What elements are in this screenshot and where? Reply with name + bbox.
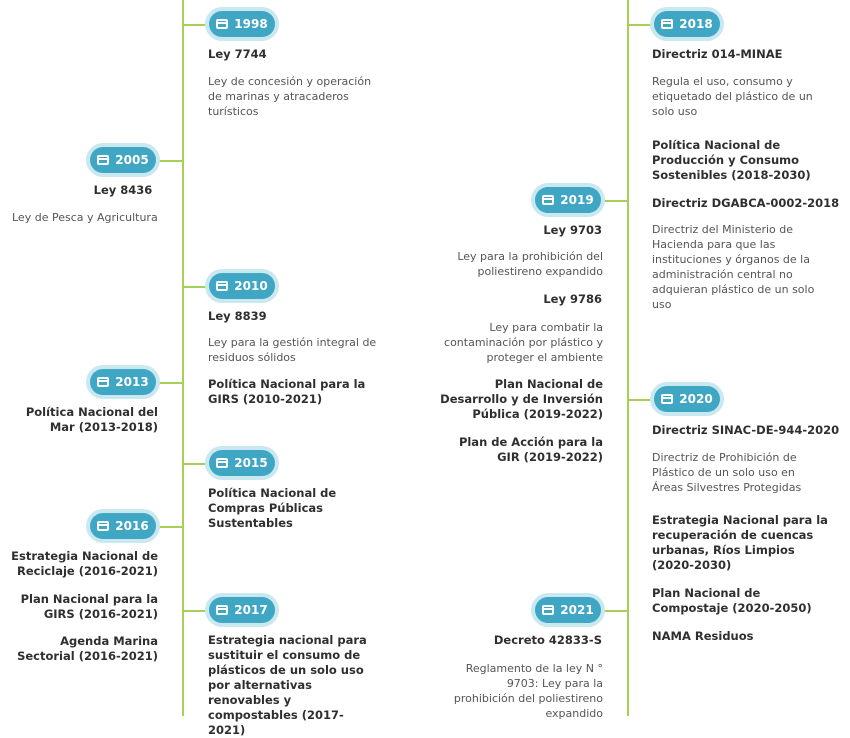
calendar-icon bbox=[661, 19, 673, 29]
calendar-icon bbox=[661, 394, 673, 404]
year-badge-2005 bbox=[90, 147, 156, 173]
year-badge-2016 bbox=[90, 513, 156, 539]
connector-2013 bbox=[155, 382, 183, 384]
calendar-icon bbox=[97, 521, 109, 531]
entry-2018-title1: Directriz 014-MINAE bbox=[652, 47, 783, 61]
connector-2018 bbox=[628, 24, 654, 26]
connector-2005 bbox=[155, 160, 183, 162]
year-label: 1998 bbox=[234, 17, 268, 31]
connector-2017 bbox=[183, 610, 209, 612]
year-badge-2018 bbox=[654, 11, 720, 37]
year-badge-2015 bbox=[209, 450, 275, 476]
calendar-icon bbox=[216, 281, 228, 291]
connector-2016 bbox=[155, 526, 183, 528]
entry-2005-desc: Ley de Pesca y Agricultura bbox=[12, 211, 158, 224]
entry-2018-desc1: Regula el uso, consumo y etiquetado del plástico de un solo uso bbox=[652, 75, 813, 118]
year-badge-2019 bbox=[535, 187, 601, 213]
year-label: 2018 bbox=[679, 17, 713, 31]
entry-2015-title: Política Nacional de Compras Públicas Sustentables bbox=[208, 486, 337, 530]
year-badge-1998 bbox=[209, 11, 275, 37]
connector-2020 bbox=[628, 399, 654, 401]
entry-2018-title3: Directriz DGABCA-0002-2018 bbox=[652, 196, 840, 210]
year-badge-2017 bbox=[209, 597, 275, 623]
connector-2021 bbox=[601, 610, 628, 612]
entry-2020-title1: Directriz SINAC-DE-944-2020 bbox=[652, 423, 840, 437]
calendar-icon bbox=[542, 195, 554, 205]
year-label: 2013 bbox=[115, 375, 149, 389]
year-badge-2013 bbox=[90, 369, 156, 395]
entry-2016-title2: Plan Nacional para la GIRS (2016-2021) bbox=[20, 592, 158, 621]
connector-1998 bbox=[183, 24, 209, 26]
entry-2005-title: Ley 8436 bbox=[93, 183, 153, 197]
year-label: 2016 bbox=[115, 519, 149, 533]
entry-2019-title2: Ley 9786 bbox=[543, 292, 602, 306]
entry-2018-title2: Política Nacional de Producción y Consumo Sostenibles (2018-2030) bbox=[652, 138, 811, 182]
entry-2010-title: Ley 8839 bbox=[208, 309, 267, 323]
entry-1998-desc: Ley de concesión y operación de marinas y atracaderos turísticos bbox=[208, 75, 372, 118]
calendar-icon bbox=[542, 605, 554, 615]
entry-2019-title4: Plan de Acción para la GIR (2019-2022) bbox=[458, 435, 603, 464]
year-label: 2017 bbox=[234, 603, 268, 617]
timeline-left-spine bbox=[182, 0, 184, 716]
entry-2017-title: Estrategia nacional para sustituir el consumo de plásticos de un solo uso por alternativas renovables y compostables (2017-2021) bbox=[208, 633, 367, 737]
year-badge-2010 bbox=[209, 273, 275, 299]
year-label: 2010 bbox=[234, 279, 268, 293]
entry-2016-title1: Estrategia Nacional de Reciclaje (2016-2021) bbox=[11, 549, 158, 578]
year-label: 2019 bbox=[560, 193, 594, 207]
year-badge-2020 bbox=[654, 386, 720, 412]
entry-2020-title3: Plan Nacional de Compostaje (2020-2050) bbox=[652, 586, 812, 615]
year-label: 2020 bbox=[679, 392, 713, 406]
year-label: 2015 bbox=[234, 456, 268, 470]
connector-2015 bbox=[183, 463, 209, 465]
entry-2016-title3: Agenda Marina Sectorial (2016-2021) bbox=[17, 634, 158, 663]
calendar-icon bbox=[216, 605, 228, 615]
entry-2021-desc: Reglamento de la ley N ° 9703: Ley para la prohibición del poliestireno expandido bbox=[453, 662, 603, 720]
year-label: 2005 bbox=[115, 153, 149, 167]
year-label: 2021 bbox=[560, 603, 594, 617]
entry-2019-title1: Ley 9703 bbox=[543, 223, 602, 237]
connector-2010 bbox=[183, 286, 209, 288]
entry-2019-desc1: Ley para la prohibición del poliestireno expandido bbox=[457, 250, 603, 278]
entry-2021-title: Decreto 42833-S bbox=[493, 633, 602, 647]
entry-2020-title4: NAMA Residuos bbox=[652, 629, 754, 643]
year-badge-2021 bbox=[535, 597, 601, 623]
calendar-icon bbox=[97, 155, 109, 165]
entry-2018-desc3: Directriz del Ministerio de Hacienda para que las instituciones y órganos de la administración central no adquieran plástico de un solo uso bbox=[652, 223, 815, 311]
entry-2020-desc1: Directriz de Prohibición de Plástico de un solo uso en Áreas Silvestres Protegidas bbox=[652, 451, 802, 494]
entry-1998-title: Ley 7744 bbox=[208, 47, 267, 61]
timeline-right-spine bbox=[627, 0, 629, 716]
connector-2019 bbox=[601, 200, 628, 202]
calendar-icon bbox=[97, 377, 109, 387]
entry-2010-title2: Política Nacional para la GIRS (2010-2021) bbox=[208, 377, 366, 406]
entry-2019-desc2: Ley para combatir la contaminación por plástico y proteger el ambiente bbox=[444, 321, 603, 364]
entry-2020-title2: Estrategia Nacional para la recuperación de cuencas urbanas, Ríos Limpios (2020-2030) bbox=[652, 513, 828, 572]
entry-2013-title: Política Nacional del Mar (2013-2018) bbox=[25, 405, 158, 434]
calendar-icon bbox=[216, 458, 228, 468]
entry-2019-title3: Plan Nacional de Desarrollo y de Inversión Pública (2019-2022) bbox=[440, 377, 603, 421]
entry-2010-desc: Ley para la gestión integral de residuos sólidos bbox=[208, 336, 377, 364]
calendar-icon bbox=[216, 19, 228, 29]
